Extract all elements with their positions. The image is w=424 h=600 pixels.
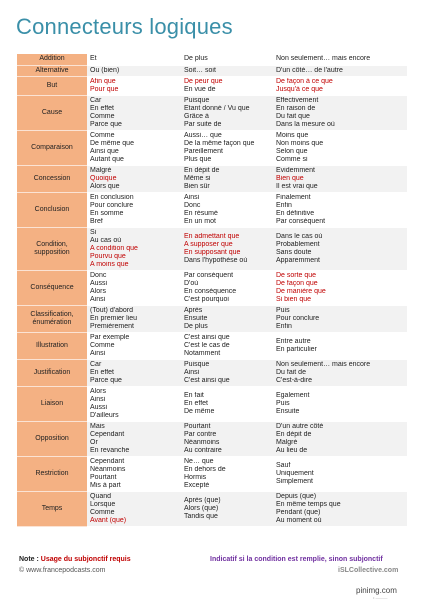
connector-cell	[273, 305, 407, 332]
connector-text: Apparemment	[276, 256, 320, 264]
connector-text: Sans doute	[276, 248, 312, 256]
connector-text: Par conséquent	[184, 271, 234, 279]
connector-text: Cependant	[90, 457, 125, 465]
connector-cell	[181, 130, 273, 165]
connector-subjunctive: De façon à ce que	[276, 77, 333, 85]
connector-text: Premièrement	[90, 322, 134, 330]
connector-text: Pendant (que)	[276, 508, 321, 516]
connector-cell	[181, 386, 273, 421]
connector-text: Parce que	[90, 120, 122, 128]
connector-text: Bien sûr	[184, 182, 210, 190]
category-cell: Comparaison	[17, 130, 87, 165]
connector-text: En effet	[90, 104, 115, 112]
connector-cell	[273, 76, 407, 95]
category-cell: Opposition	[17, 421, 87, 456]
connector-text: Au lieu de	[276, 446, 308, 454]
connector-text: Hormis	[184, 473, 207, 481]
connector-subjunctive: A moins que	[90, 260, 129, 268]
connector-text: En fait	[184, 391, 204, 399]
connector-text: Non seulement… mais encore	[276, 55, 371, 63]
connector-cell	[87, 305, 181, 332]
connector-text: Comme	[90, 112, 115, 120]
connector-cell	[273, 386, 407, 421]
connector-text: Parce que	[90, 376, 122, 384]
table-row	[17, 421, 407, 456]
connector-text: En définitive	[276, 209, 315, 217]
table-row	[17, 332, 407, 359]
note-label: Note :	[19, 556, 39, 563]
connector-cell	[181, 227, 273, 270]
connector-text: Puis	[276, 306, 290, 314]
connector-text: Probablement	[276, 240, 320, 248]
connector-text: Après	[184, 306, 203, 314]
connector-subjunctive: A supposer que	[184, 240, 233, 248]
connector-subjunctive: Afin que	[90, 77, 116, 85]
connector-text: Aussi	[90, 403, 108, 411]
connector-text: Dans l'hypothèse où	[184, 256, 248, 264]
connector-text: Après (que)	[184, 496, 221, 504]
table-row	[17, 130, 407, 165]
connector-text: Selon que	[276, 147, 308, 155]
connector-text: Malgré	[276, 438, 298, 446]
connector-text: Comme si	[276, 155, 308, 163]
connector-text: Car	[90, 360, 102, 368]
connector-text: Et	[90, 55, 97, 63]
note-red-text: Usage du subjonctif requis	[40, 556, 131, 563]
table-row	[17, 386, 407, 421]
connector-text: Ainsi	[90, 395, 106, 403]
footer-brand: iSLCollective.com	[338, 567, 399, 574]
connector-cell	[181, 165, 273, 192]
connector-text: En effet	[90, 368, 115, 376]
table-row	[17, 227, 407, 270]
connector-cell	[273, 130, 407, 165]
table-row	[17, 54, 407, 65]
connector-cell	[181, 456, 273, 491]
connector-cell	[273, 65, 407, 76]
connector-text: Mais	[90, 422, 105, 430]
category-cell: But	[17, 76, 87, 95]
category-cell: Restriction	[17, 456, 87, 491]
connector-text: Aussi	[90, 279, 108, 287]
connector-text: Néanmoins	[184, 438, 220, 446]
table-row	[17, 76, 407, 95]
connector-text: Par contre	[184, 430, 217, 438]
connector-text: Cependant	[90, 430, 125, 438]
connector-text: C'est le cas de	[184, 341, 230, 349]
connector-text: Pourtant	[184, 422, 211, 430]
connector-cell	[87, 54, 181, 65]
connector-cell	[273, 227, 407, 270]
connector-text: Ainsi	[90, 295, 106, 303]
connector-text: Alors que	[90, 182, 120, 190]
connector-cell	[87, 421, 181, 456]
connector-text: Sauf	[276, 461, 291, 469]
connector-text: Or	[90, 438, 98, 446]
connector-text: Plus que	[184, 155, 212, 163]
connector-text: Même si	[184, 174, 211, 182]
connector-text: Puisque	[184, 96, 210, 104]
note-subjunctive	[19, 555, 131, 564]
connector-subjunctive: En admettant que	[184, 232, 240, 240]
connector-cell	[87, 227, 181, 270]
connector-text: Lorsque	[90, 500, 116, 508]
connector-text: Ainsi que	[90, 147, 119, 155]
connector-text: Notamment	[184, 349, 221, 357]
connector-text: En conclusion	[90, 193, 134, 201]
connector-text: Moins que	[276, 131, 309, 139]
table-row	[17, 491, 407, 526]
connector-cell	[181, 359, 273, 386]
connector-subjunctive: A condition que	[90, 244, 138, 252]
connector-cell	[87, 332, 181, 359]
connector-text: Simplement	[276, 477, 313, 485]
connector-text: D'où	[184, 279, 199, 287]
connector-text: D'un côté… de l'autre	[276, 66, 343, 74]
connector-text: Donc	[184, 201, 201, 209]
connector-text: En même temps que	[276, 500, 341, 508]
connector-text: Ensuite	[184, 314, 208, 322]
connector-text: Ne… que	[184, 457, 214, 465]
connector-subjunctive: De sorte que	[276, 271, 317, 279]
connector-cell	[181, 421, 273, 456]
connector-text: En dépit de	[184, 166, 220, 174]
connector-text: Néanmoins	[90, 465, 126, 473]
connector-text: Enfin	[276, 201, 292, 209]
connector-text: Du fait que	[276, 112, 310, 120]
connector-text: Comme	[90, 341, 115, 349]
connector-text: De même	[184, 407, 215, 415]
connector-text: Pour conclure	[90, 201, 134, 209]
connector-cell	[87, 76, 181, 95]
connector-text: En premier lieu	[90, 314, 138, 322]
table-row	[17, 95, 407, 130]
table-row	[17, 456, 407, 491]
connector-text: Enfin	[276, 322, 292, 330]
connector-cell	[273, 359, 407, 386]
connector-cell	[181, 332, 273, 359]
connector-cell	[87, 95, 181, 130]
connector-text: En dehors de	[184, 465, 226, 473]
connector-cell	[87, 130, 181, 165]
connector-cell	[181, 65, 273, 76]
connector-subjunctive: De façon que	[276, 279, 318, 287]
connector-text: Finalement	[276, 193, 311, 201]
category-cell: Conséquence	[17, 270, 87, 305]
category-cell: Temps	[17, 491, 87, 526]
connector-text: D'un autre côté	[276, 422, 324, 430]
watermark-text: pinimg.com	[356, 586, 397, 595]
category-cell: Alternative	[17, 65, 87, 76]
connector-text: Également	[276, 391, 310, 399]
connectors-table-body	[17, 54, 407, 526]
connector-text: De plus	[184, 55, 208, 63]
connector-cell	[273, 192, 407, 227]
connector-cell	[273, 54, 407, 65]
connector-cell	[87, 270, 181, 305]
connector-text: Excepté	[184, 481, 210, 489]
watermark-subtext: • ———	[373, 595, 388, 600]
connector-subjunctive: Quoique	[90, 174, 117, 182]
connector-text: En somme	[90, 209, 124, 217]
connector-subjunctive: De peur que	[184, 77, 223, 85]
connector-text: Dans le cas où	[276, 232, 323, 240]
connector-text: Alors	[90, 287, 106, 295]
connector-text: Alors	[90, 387, 106, 395]
connector-text: (Tout) d'abord	[90, 306, 133, 314]
connector-text: Pour conclure	[276, 314, 320, 322]
connector-cell	[181, 305, 273, 332]
table-row	[17, 192, 407, 227]
connector-text: Dans la mesure où	[276, 120, 335, 128]
connector-text: Par exemple	[90, 333, 130, 341]
connector-text: Depuis (que)	[276, 492, 317, 500]
connector-subjunctive: En supposant que	[184, 248, 241, 256]
connector-cell	[273, 95, 407, 130]
table-row	[17, 270, 407, 305]
connector-text: Grâce à	[184, 112, 209, 120]
connector-text: En un mot	[184, 217, 216, 225]
table-row	[17, 165, 407, 192]
connector-text: D'ailleurs	[90, 411, 119, 419]
connector-text: En particulier	[276, 345, 317, 353]
connector-text: Aussi… que	[184, 131, 222, 139]
connector-text: Entre autre	[276, 337, 311, 345]
connector-text: En raison de	[276, 104, 316, 112]
connector-text: Ainsi	[90, 349, 106, 357]
connector-text: De la même façon que	[184, 139, 255, 147]
category-cell: Illustration	[17, 332, 87, 359]
connector-text: Car	[90, 96, 102, 104]
table-row	[17, 305, 407, 332]
connector-text: De même que	[90, 139, 134, 147]
connector-subjunctive: De manière que	[276, 287, 326, 295]
category-cell: Condition, supposition	[17, 227, 87, 270]
connector-subjunctive: Si bien que	[276, 295, 312, 303]
connector-text: Par conséquent	[276, 217, 326, 225]
connector-text: Non seulement… mais encore	[276, 360, 371, 368]
connector-cell	[181, 76, 273, 95]
connector-cell	[273, 456, 407, 491]
connector-text: Ou (bien)	[90, 66, 120, 74]
table-row	[17, 65, 407, 76]
category-cell: Liaison	[17, 386, 87, 421]
connector-text: Par suite de	[184, 120, 222, 128]
connector-subjunctive: Pourvu que	[90, 252, 126, 260]
category-cell: Cause	[17, 95, 87, 130]
category-cell: Concession	[17, 165, 87, 192]
connector-text: Au moment où	[276, 516, 322, 524]
connector-text: En vue de	[184, 85, 216, 93]
connector-cell	[181, 192, 273, 227]
connector-subjunctive: Avant (que)	[90, 516, 127, 524]
connector-text: Du fait de	[276, 368, 306, 376]
connector-subjunctive: Bien que	[276, 174, 304, 182]
connector-text: Comme	[90, 131, 115, 139]
connector-cell	[273, 421, 407, 456]
connector-text: Autant que	[90, 155, 124, 163]
connector-text: Comme	[90, 508, 115, 516]
connector-cell	[87, 456, 181, 491]
category-cell: Classification, énumération	[17, 305, 87, 332]
connector-text: C'est-à-dire	[276, 376, 312, 384]
connector-text: Évidemment	[276, 166, 315, 174]
table-row	[17, 359, 407, 386]
footer-source-text: © www.francepodcasts.com	[19, 567, 106, 574]
connector-text: En résumé	[184, 209, 218, 217]
connector-text: Étant donné / Vu que	[184, 104, 250, 112]
connector-text: Non moins que	[276, 139, 324, 147]
connector-text: Puis	[276, 399, 290, 407]
connector-text: Soit… soit	[184, 66, 216, 74]
connector-text: En effet	[184, 399, 209, 407]
connector-text: Bref	[90, 217, 103, 225]
connector-text: C'est ainsi que	[184, 376, 230, 384]
page-title: Connecteurs logiques	[16, 14, 233, 39]
connector-cell	[181, 54, 273, 65]
connector-cell	[87, 386, 181, 421]
connector-text: Effectivement	[276, 96, 319, 104]
connector-text: Si	[90, 228, 97, 236]
category-cell: Justification	[17, 359, 87, 386]
connector-text: Tandis que	[184, 512, 218, 520]
connector-cell	[87, 165, 181, 192]
connector-text: Ainsi	[184, 368, 200, 376]
note-indicative: Indicatif si la condition est remplie, sinon subjonctif	[210, 556, 383, 563]
connector-cell	[87, 65, 181, 76]
connector-text: Alors (que)	[184, 504, 219, 512]
category-cell: Addition	[17, 54, 87, 65]
footer-source	[19, 566, 105, 575]
connector-cell	[273, 165, 407, 192]
connector-cell	[87, 192, 181, 227]
connector-cell	[181, 95, 273, 130]
connector-text: Pareillement	[184, 147, 223, 155]
connector-text: De plus	[184, 322, 208, 330]
connector-text: C'est pourquoi	[184, 295, 229, 303]
connector-text: Ainsi	[184, 193, 200, 201]
connector-cell	[181, 491, 273, 526]
connector-text: Au contraire	[184, 446, 222, 454]
connector-cell	[273, 332, 407, 359]
connector-cell	[273, 491, 407, 526]
connector-text: Au cas où	[90, 236, 122, 244]
connector-text: Uniquement	[276, 469, 314, 477]
connectors-table	[17, 54, 407, 527]
connector-text: En revanche	[90, 446, 130, 454]
connector-text: Malgré	[90, 166, 112, 174]
connector-text: C'est ainsi que	[184, 333, 230, 341]
connector-text: Ensuite	[276, 407, 300, 415]
connector-text: Mis à part	[90, 481, 121, 489]
connector-subjunctive: Jusqu'à ce que	[276, 85, 323, 93]
connector-text: Pourtant	[90, 473, 117, 481]
connector-text: Quand	[90, 492, 112, 500]
connector-cell	[181, 270, 273, 305]
connector-cell	[87, 359, 181, 386]
connector-text: Il est vrai que	[276, 182, 318, 190]
connector-subjunctive: Pour que	[90, 85, 119, 93]
connector-text: En dépit de	[276, 430, 312, 438]
connector-cell	[87, 491, 181, 526]
connector-cell	[273, 270, 407, 305]
connector-text: Puisque	[184, 360, 210, 368]
connector-text: En conséquence	[184, 287, 237, 295]
connector-text: Donc	[90, 271, 107, 279]
category-cell: Conclusion	[17, 192, 87, 227]
